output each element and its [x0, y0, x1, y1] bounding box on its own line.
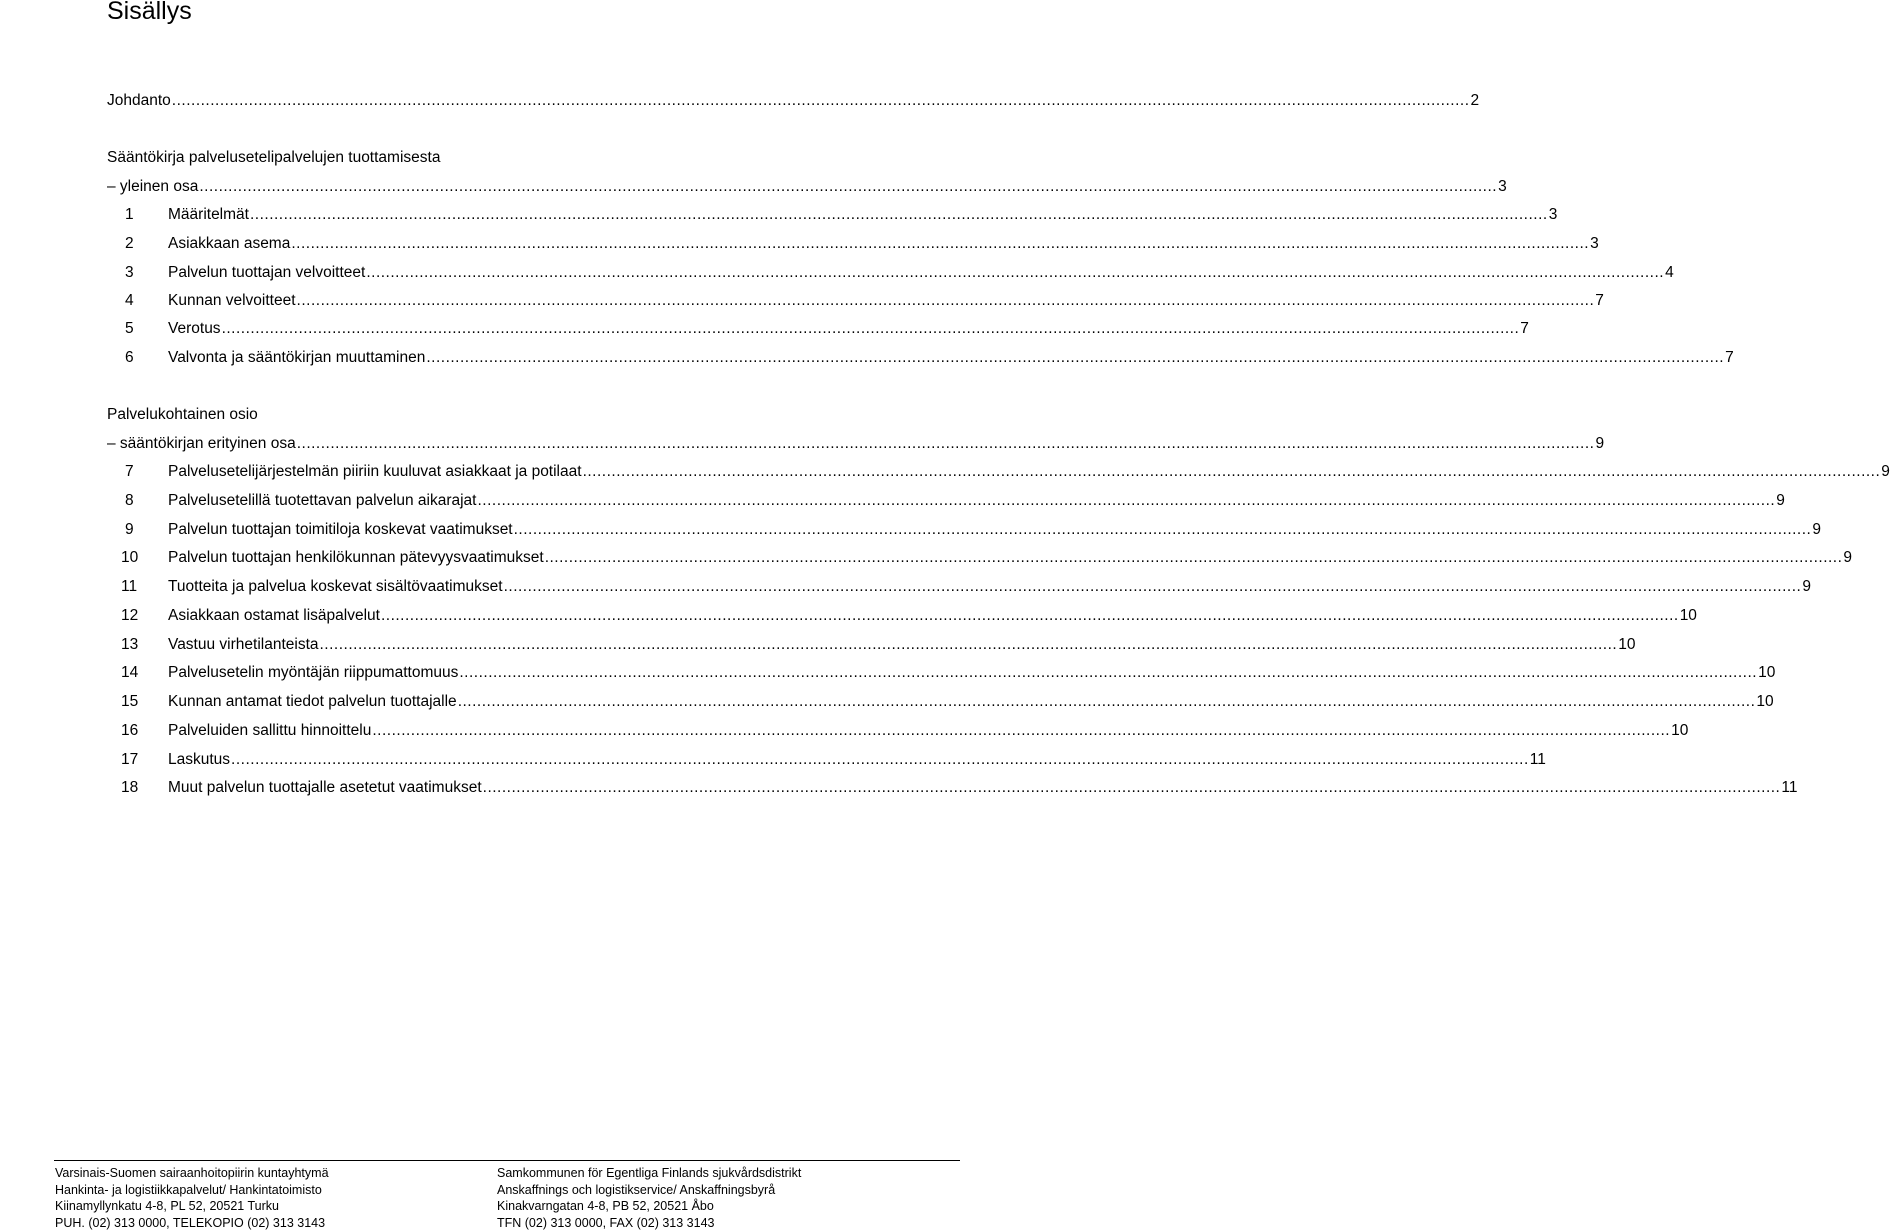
toc-entry-number: 14 [107, 662, 168, 684]
toc-leader-dots: .............................................................................................................................................................................................................................................................................. [504, 576, 1802, 598]
toc-entry[interactable] [107, 576, 866, 598]
footer-org-name: Varsinais-Suomen sairaanhoitopiirin kuntayhtymä [55, 1165, 329, 1182]
toc-entry[interactable] [107, 691, 866, 713]
toc-entry-label: Kunnan antamat tiedot palvelun tuottajalle [168, 691, 457, 713]
toc-entry-label: – sääntökirjan erityinen osa [107, 433, 296, 455]
toc-entry-label: Tuotteita ja palvelua koskevat sisältövaatimukset [168, 576, 503, 598]
toc-page-number: 10 [1671, 720, 1688, 742]
toc-entry-label: Verotus [168, 318, 221, 340]
footer-street-address: Kiinamyllynkatu 4-8, PL 52, 20521 Turku [55, 1198, 329, 1215]
toc-leader-dots: .............................................................................................................................................................................................................................................................................. [372, 720, 1670, 742]
toc-entry-general-part[interactable] [107, 176, 866, 198]
toc-page-number: 10 [1758, 662, 1775, 684]
toc-entry-number: 10 [107, 547, 168, 569]
toc-entry-number: 18 [107, 777, 168, 799]
toc-entry[interactable] [107, 233, 866, 255]
toc-entry-label: – yleinen osa [107, 176, 198, 198]
toc-page-number: 10 [1756, 691, 1773, 713]
footer-swedish-address [497, 1165, 801, 1231]
toc-page-number: 10 [1618, 634, 1635, 656]
toc-page-number: 3 [1498, 176, 1507, 198]
toc-entry[interactable] [107, 519, 866, 541]
toc-entry-number: 11 [107, 576, 168, 598]
footer-street-address: Kinakvarngatan 4-8, PB 52, 20521 Åbo [497, 1198, 801, 1215]
toc-leader-dots: .............................................................................................................................................................................................................................................................................. [291, 233, 1589, 255]
toc-page-number: 3 [1590, 233, 1599, 255]
toc-leader-dots: .............................................................................................................................................................................................................................................................................. [426, 347, 1724, 369]
toc-entry[interactable] [107, 634, 866, 656]
toc-entry-number: 1 [107, 204, 168, 226]
toc-entry[interactable] [107, 662, 866, 684]
toc-leader-dots: .............................................................................................................................................................................................................................................................................. [297, 290, 1595, 312]
toc-entry-label: Palvelun tuottajan toimitiloja koskevat vaatimukset [168, 519, 513, 541]
toc-leader-dots: .............................................................................................................................................................................................................................................................................. [545, 547, 1843, 569]
toc-page-number: 7 [1595, 290, 1604, 312]
toc-leader-dots: .............................................................................................................................................................................................................................................................................. [366, 262, 1664, 284]
toc-leader-dots: .............................................................................................................................................................................................................................................................................. [320, 634, 1618, 656]
toc-leader-dots: .............................................................................................................................................................................................................................................................................. [459, 662, 1757, 684]
toc-entry-number: 4 [107, 290, 168, 312]
footer-department: Hankinta- ja logistiikkapalvelut/ Hankintatoimisto [55, 1182, 329, 1199]
toc-entry-label: Palvelusetelin myöntäjän riippumattomuus [168, 662, 458, 684]
toc-section-heading-general: Sääntökirja palvelusetelipalvelujen tuottamisesta [107, 147, 440, 169]
toc-entry-specific-part[interactable] [107, 433, 866, 455]
page-title: Sisällys [107, 0, 192, 26]
footer-org-name: Samkommunen för Egentliga Finlands sjukvårdsdistrikt [497, 1165, 801, 1182]
toc-entry-number: 8 [107, 490, 168, 512]
toc-entry-label: Valvonta ja sääntökirjan muuttaminen [168, 347, 425, 369]
toc-entry[interactable] [107, 490, 866, 512]
toc-page-number: 9 [1812, 519, 1821, 541]
toc-entry[interactable] [107, 204, 866, 226]
toc-entry-label: Asiakkaan ostamat lisäpalvelut [168, 605, 380, 627]
toc-entry-label: Palvelusetelillä tuotettavan palvelun aikarajat [168, 490, 476, 512]
toc-page-number: 10 [1680, 605, 1697, 627]
toc-section-heading-specific: Palvelukohtainen osio [107, 404, 258, 426]
toc-page-number: 9 [1881, 461, 1890, 483]
toc-leader-dots: .............................................................................................................................................................................................................................................................................. [458, 691, 1756, 713]
toc-entry-number: 5 [107, 318, 168, 340]
toc-page-number: 11 [1781, 777, 1797, 799]
toc-entry[interactable] [107, 347, 866, 369]
toc-entry-label: Palvelun tuottajan velvoitteet [168, 262, 365, 284]
footer-finnish-address [55, 1165, 329, 1231]
toc-entry[interactable] [107, 605, 866, 627]
toc-entry[interactable] [107, 749, 866, 771]
toc-leader-dots: .............................................................................................................................................................................................................................................................................. [172, 90, 1470, 112]
toc-leader-dots: .............................................................................................................................................................................................................................................................................. [381, 605, 1679, 627]
toc-entry-label: Vastuu virhetilanteista [168, 634, 319, 656]
toc-page-number: 9 [1843, 547, 1852, 569]
toc-entry[interactable] [107, 290, 866, 312]
toc-leader-dots: .............................................................................................................................................................................................................................................................................. [583, 461, 1881, 483]
toc-page-number: 9 [1595, 433, 1604, 455]
toc-page-number: 4 [1665, 262, 1674, 284]
toc-entry[interactable] [107, 720, 866, 742]
toc-page-number: 11 [1530, 749, 1546, 771]
toc-entry-number: 2 [107, 233, 168, 255]
toc-entry-number: 13 [107, 634, 168, 656]
footer-phone: TFN (02) 313 0000, FAX (02) 313 3143 [497, 1215, 801, 1231]
toc-entry-label: Muut palvelun tuottajalle asetetut vaatimukset [168, 777, 482, 799]
footer-divider [54, 1160, 960, 1161]
toc-entry-label: Palvelun tuottajan henkilökunnan pätevyysvaatimukset [168, 547, 544, 569]
toc-entry-intro[interactable] [107, 90, 866, 112]
toc-leader-dots: .............................................................................................................................................................................................................................................................................. [231, 749, 1529, 771]
toc-leader-dots: .............................................................................................................................................................................................................................................................................. [514, 519, 1812, 541]
toc-entry-label: Asiakkaan asema [168, 233, 290, 255]
toc-page-number: 7 [1520, 318, 1529, 340]
toc-entry-number: 15 [107, 691, 168, 713]
toc-entry-number: 17 [107, 749, 168, 771]
toc-leader-dots: .............................................................................................................................................................................................................................................................................. [222, 318, 1520, 340]
toc-entry[interactable] [107, 318, 866, 340]
toc-page-number: 3 [1549, 204, 1558, 226]
toc-entry-label: Palveluiden sallittu hinnoittelu [168, 720, 371, 742]
toc-entry-label: Palvelusetelijärjestelmän piiriin kuuluvat asiakkaat ja potilaat [168, 461, 582, 483]
toc-entry-label: Kunnan velvoitteet [168, 290, 296, 312]
toc-leader-dots: .............................................................................................................................................................................................................................................................................. [477, 490, 1775, 512]
toc-page-number: 2 [1471, 90, 1480, 112]
toc-entry-number: 7 [107, 461, 168, 483]
toc-entry-number: 9 [107, 519, 168, 541]
toc-entry[interactable] [107, 547, 866, 569]
toc-entry-number: 6 [107, 347, 168, 369]
toc-page-number: 9 [1776, 490, 1785, 512]
toc-entry-number: 12 [107, 605, 168, 627]
toc-entry[interactable] [107, 461, 866, 483]
toc-leader-dots: .............................................................................................................................................................................................................................................................................. [297, 433, 1595, 455]
toc-entry[interactable] [107, 777, 866, 799]
toc-page-number: 7 [1725, 347, 1734, 369]
toc-entry-number: 16 [107, 720, 168, 742]
toc-entry-label: Johdanto [107, 90, 171, 112]
toc-leader-dots: .............................................................................................................................................................................................................................................................................. [250, 204, 1548, 226]
toc-entry-label: Laskutus [168, 749, 230, 771]
toc-leader-dots: .............................................................................................................................................................................................................................................................................. [199, 176, 1497, 198]
footer-phone: PUH. (02) 313 0000, TELEKOPIO (02) 313 3143 [55, 1215, 329, 1231]
toc-entry-label: Määritelmät [168, 204, 249, 226]
toc-page-number: 9 [1802, 576, 1811, 598]
footer-department: Anskaffnings och logistikservice/ Anskaffningsbyrå [497, 1182, 801, 1199]
toc-entry-number: 3 [107, 262, 168, 284]
toc-entry[interactable] [107, 262, 866, 284]
toc-leader-dots: .............................................................................................................................................................................................................................................................................. [483, 777, 1781, 799]
